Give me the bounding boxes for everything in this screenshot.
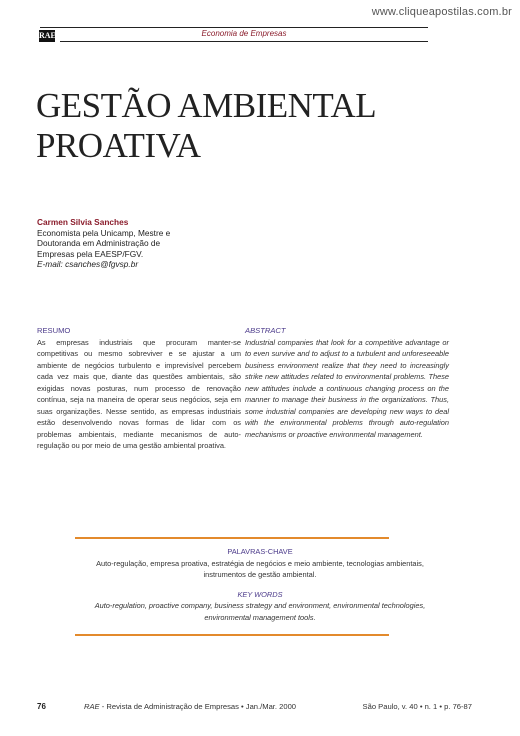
footer-journal-rest: - Revista de Administração de Empresas • Jan./Mar. 2000 — [99, 702, 297, 711]
journal-logo: RAE — [39, 31, 56, 40]
author-affiliation-3: Empresas pela EAESP/FGV. — [37, 248, 144, 259]
footer-citation: São Paulo, v. 40 • n. 1 • p. 76-87 — [362, 702, 472, 711]
resumo-text: As empresas industriais que procuram manter-se competitivas ou mesmo sobreviver e se ajustar a um ambiente de negócios turbulento e imprevisível percebem cada vez mais que, diante das questões ambientais, são exigidas novas posturas, num processo de renovação contínua, seja na maneira de operar seus negócios, seja em suas organizações. Nesse sentido, as empresas industriais estão desenvolvendo novas formas de lidar com os problemas ambientais, mediante mecanismos de auto-regulação ou por meio de uma gestão ambiental proativa. — [37, 337, 241, 450]
title-line-2: PROATIVA — [36, 126, 201, 165]
section-label: Economia de Empresas — [201, 29, 287, 38]
page-number: 76 — [37, 702, 46, 711]
keywords-line-2-en: environmental management tools. — [204, 612, 316, 622]
author-affiliation-1: Economista pela Unicamp, Mestre e — [37, 227, 171, 238]
keywords-line-2-pt: instrumentos de gestão ambiental. — [203, 570, 317, 579]
abstract-column — [245, 325, 449, 440]
resumo-heading: RESUMO — [37, 326, 71, 335]
keywords-rule-top — [75, 537, 389, 539]
keywords-line-1-pt: Auto-regulação, empresa proativa, estratégia de negócios e meio ambiente, tecnologias ambientais, — [96, 558, 424, 568]
keywords-rule-bottom — [75, 634, 389, 636]
header-rule-bottom — [60, 41, 428, 42]
footer-journal-abbr: RAE — [84, 702, 100, 711]
resumo-column — [37, 325, 241, 452]
author-email: E-mail: csanches@fgvsp.br — [37, 259, 139, 269]
author-name: Carmen Silvia Sanches — [37, 217, 129, 227]
abstract-heading: ABSTRACT — [245, 326, 286, 335]
keywords-block — [55, 546, 465, 623]
keywords-heading-pt: PALAVRAS-CHAVE — [227, 547, 293, 556]
header-rule-top — [40, 27, 428, 28]
author-affiliation-2: Doutoranda em Administração de — [37, 238, 161, 248]
author-block — [37, 217, 237, 270]
footer-journal — [84, 702, 296, 711]
abstract-text: Industrial companies that look for a competitive advantage or to even survive and to adjust to a turbulent and unforeseeable business environment realize that they need to increasingly strike new attitudes related to environmental problems. These new attitudes include a continuous changing process on the manner to manage their business in the organizations. Thus, some industrial companies are developing new ways to deal with the environmental problems through auto-regulation mechanisms or proactive environmental management. — [245, 337, 449, 439]
watermark: www.cliqueapostilas.com.br — [371, 6, 512, 18]
article-title — [36, 86, 456, 166]
keywords-line-1-en: Auto-regulation, proactive company, business strategy and environment, environmental technologies, — [94, 601, 426, 610]
title-line-1: GESTÃO AMBIENTAL — [36, 86, 377, 125]
keywords-heading-en: KEY WORDS — [237, 589, 283, 599]
